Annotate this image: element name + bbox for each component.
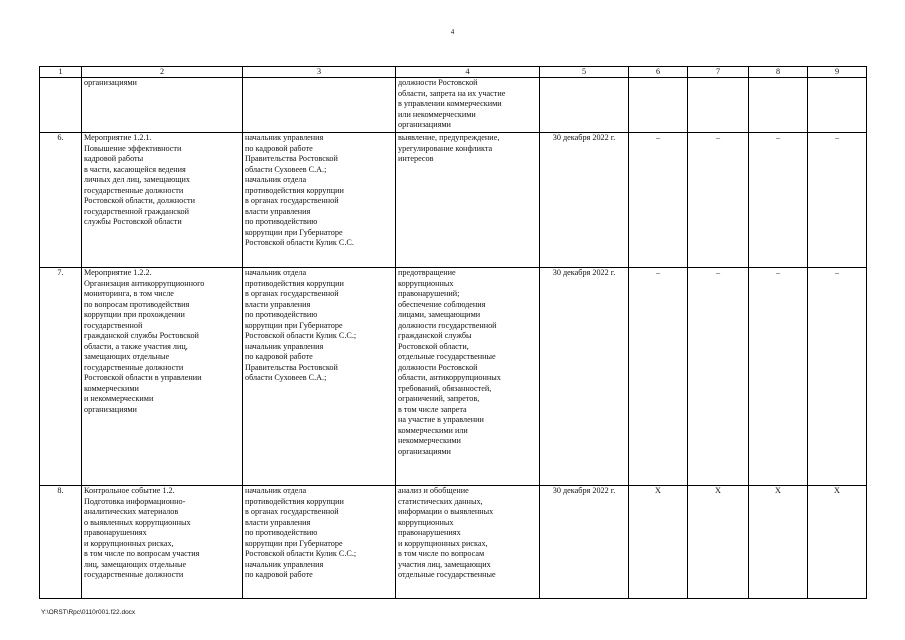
column-header: 5 <box>540 67 629 78</box>
column-number-row <box>40 67 867 78</box>
mark-cell: – <box>749 268 808 486</box>
deadline-cell: 30 декабря 2022 г. <box>540 486 629 599</box>
responsible-cell: начальник отдела противодействия коррупции в органах государственной власти управления по противодействию коррупции при Губернаторе Ростовской области Кулик С.С.; начальник управления по кадровой работе Правительства Ростовской области Суховеев С.А.; <box>243 268 396 486</box>
responsible-cell: начальник отдела противодействия коррупции в органах государственной власти управления по противодействию коррупции при Губернаторе Ростовской области Кулик С.С.; начальник управления по кадровой работе <box>243 486 396 599</box>
file-path-footer: Y:\ORST\Rpc\0110r001.f22.docx <box>41 609 136 616</box>
row-number: 6. <box>40 133 82 268</box>
mark-cell: X <box>749 486 808 599</box>
activity-plan-table <box>39 66 867 599</box>
result-cell: должности Ростовской области, запрета на их участие в управлении коммерческими или некоммерческими организациями <box>396 78 540 133</box>
table-row <box>40 486 867 599</box>
mark-cell <box>749 78 808 133</box>
mark-cell: X <box>629 486 688 599</box>
column-header: 4 <box>396 67 540 78</box>
result-cell: выявление, предупреждение, урегулирование конфликта интересов <box>396 133 540 268</box>
column-header: 8 <box>749 67 808 78</box>
row-number: 8. <box>40 486 82 599</box>
event-cell: Мероприятие 1.2.1. Повышение эффективности кадровой работы в части, касающейся ведения личных дел лиц, замещающих государственные должности Ростовской области, должности государственной гражданской службы Ростовской области <box>82 133 243 268</box>
deadline-cell: 30 декабря 2022 г. <box>540 268 629 486</box>
column-header: 6 <box>629 67 688 78</box>
mark-cell: – <box>808 268 867 486</box>
event-cell: Мероприятие 1.2.2. Организация антикоррупционного мониторинга, в том числе по вопросам противодействия коррупции при прохождении государственной гражданской службы Ростовской области, а также участия лиц, замещающих отдельные государственные должности Ростовской области в управлении коммерческими и некоммерческими организациями <box>82 268 243 486</box>
mark-cell <box>688 78 749 133</box>
deadline-cell <box>540 78 629 133</box>
page-number: 4 <box>450 28 455 36</box>
row-number <box>40 78 82 133</box>
result-cell: предотвращение коррупционных правонарушений; обеспечение соблюдения лицами, замещающими должности государственной гражданской службы Ростовской области, отдельные государственные должности Ростовской области, антикоррупционных требований, обязанностей, ограничений, запретов, в том числе запрета на участие в управлении коммерческими или некоммерческими организациями <box>396 268 540 486</box>
mark-cell: – <box>808 133 867 268</box>
event-cell: Контрольное событие 1.2. Подготовка информационно- аналитических материалов о выявленных коррупционных правонарушениях и коррупционных рисках, в том числе по вопросам участия лиц, замещающих отдельные государственные должности <box>82 486 243 599</box>
mark-cell: – <box>688 133 749 268</box>
column-header: 2 <box>82 67 243 78</box>
mark-cell: – <box>749 133 808 268</box>
responsible-cell: начальник управления по кадровой работе Правительства Ростовской области Суховеев С.А.; начальник отдела противодействия коррупции в органах государственной власти управления по противодействию коррупции при Губернаторе Ростовской области Кулик С.С. <box>243 133 396 268</box>
mark-cell: X <box>688 486 749 599</box>
column-header: 3 <box>243 67 396 78</box>
column-header: 9 <box>808 67 867 78</box>
table-row <box>40 78 867 133</box>
mark-cell: – <box>629 268 688 486</box>
responsible-cell <box>243 78 396 133</box>
row-number: 7. <box>40 268 82 486</box>
table-row <box>40 133 867 268</box>
mark-cell: X <box>808 486 867 599</box>
mark-cell <box>629 78 688 133</box>
column-header: 1 <box>40 67 82 78</box>
table-row <box>40 268 867 486</box>
mark-cell <box>808 78 867 133</box>
event-cell: организациями <box>82 78 243 133</box>
mark-cell: – <box>629 133 688 268</box>
deadline-cell: 30 декабря 2022 г. <box>540 133 629 268</box>
column-header: 7 <box>688 67 749 78</box>
result-cell: анализ и обобщение статистических данных, информации о выявленных коррупционных правонарушениях и коррупционных рисках, в том числе по вопросам участия лиц, замещающих отдельные государственные <box>396 486 540 599</box>
mark-cell: – <box>688 268 749 486</box>
